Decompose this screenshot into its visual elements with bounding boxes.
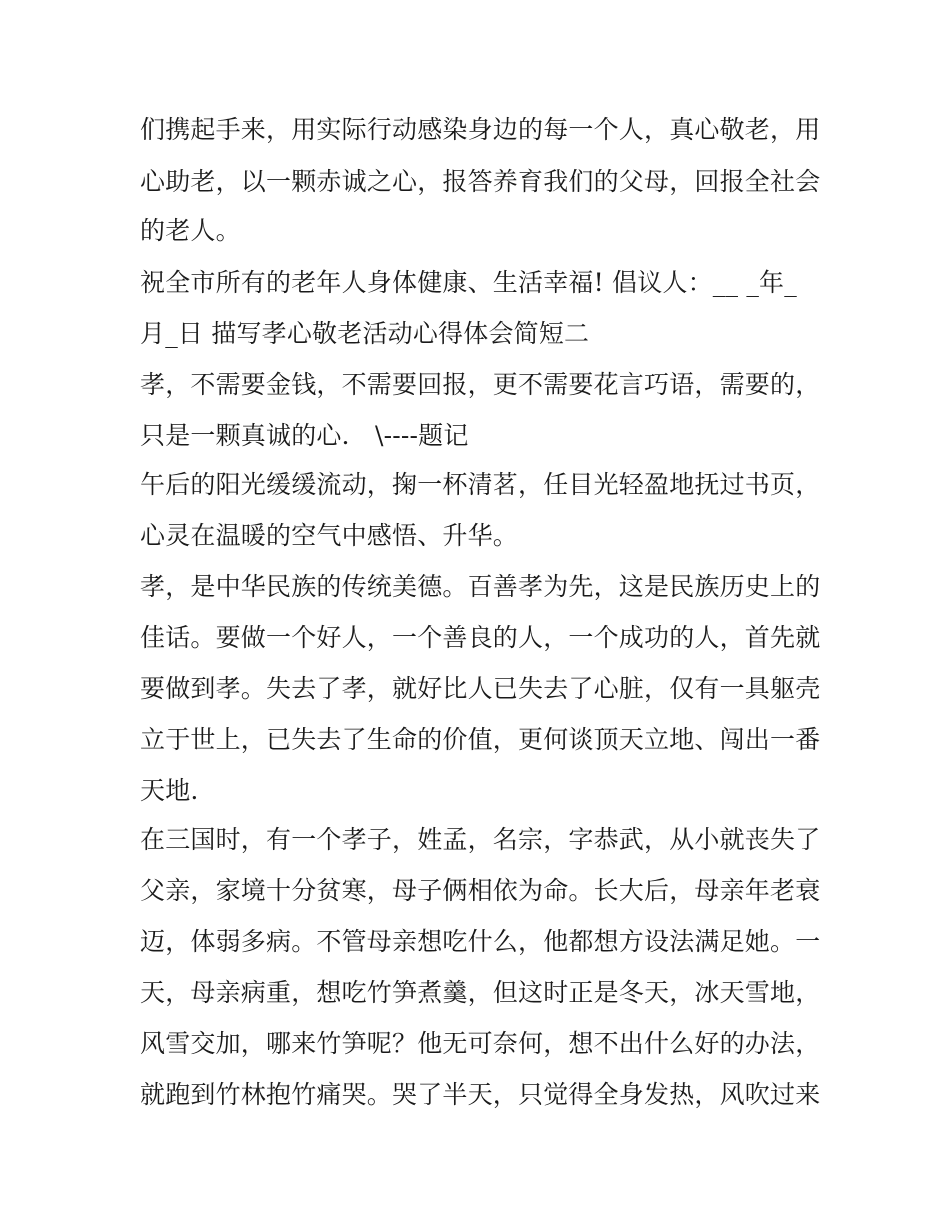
text-line: 父亲，家境十分贫寒，母子俩相依为命。长大后，母亲年老衰 bbox=[140, 876, 821, 905]
text-line: 的老人。 bbox=[140, 216, 241, 245]
text-line: 只是一颗真诚的心． \----题记 bbox=[140, 421, 469, 450]
text-line: 孝，不需要金钱，不需要回报，更不需要花言巧语，需要的， bbox=[140, 370, 821, 399]
text-line: 们携起手来，用实际行动感染身边的每一个人，真心敬老，用 bbox=[140, 115, 821, 144]
text-line: 午后的阳光缓缓流动，掬一杯清茗，任目光轻盈地抚过书页， bbox=[140, 470, 821, 499]
text-line: 就跑到竹林抱竹痛哭。哭了半天，只觉得全身发热，风吹过来 bbox=[140, 1080, 821, 1109]
text-line: 月_日 描写孝心敬老活动心得体会简短二 bbox=[140, 319, 590, 348]
text-line: 天，母亲病重，想吃竹笋煮羹，但这时正是冬天，冰天雪地， bbox=[140, 978, 821, 1007]
text-line: 在三国时，有一个孝子，姓孟，名宗，字恭武，从小就丧失了 bbox=[140, 825, 821, 854]
text-line: 孝，是中华民族的传统美德。百善孝为先，这是民族历史上的 bbox=[140, 572, 821, 601]
text-line: 风雪交加，哪来竹笋呢？他无可奈何，想不出什么好的办法， bbox=[140, 1029, 821, 1058]
text-line: 佳话。要做一个好人，一个善良的人，一个成功的人，首先就 bbox=[140, 623, 821, 652]
text-line: 迈，体弱多病。不管母亲想吃什么，他都想方设法满足她。一 bbox=[140, 927, 821, 956]
text-line: 心灵在温暖的空气中感悟、升华。 bbox=[140, 521, 519, 550]
text-line: 心助老，以一颗赤诚之心，报答养育我们的父母，回报全社会 bbox=[140, 167, 821, 196]
text-line: 天地. bbox=[140, 776, 199, 805]
text-line: 立于世上，已失去了生命的价值，更何谈顶天立地、闯出一番 bbox=[140, 725, 821, 754]
text-line: 祝全市所有的老年人身体健康、生活幸福! 倡议人：__ _年_ bbox=[140, 268, 797, 297]
text-line: 要做到孝。失去了孝，就好比人已失去了心脏，仅有一具躯壳 bbox=[140, 674, 821, 703]
